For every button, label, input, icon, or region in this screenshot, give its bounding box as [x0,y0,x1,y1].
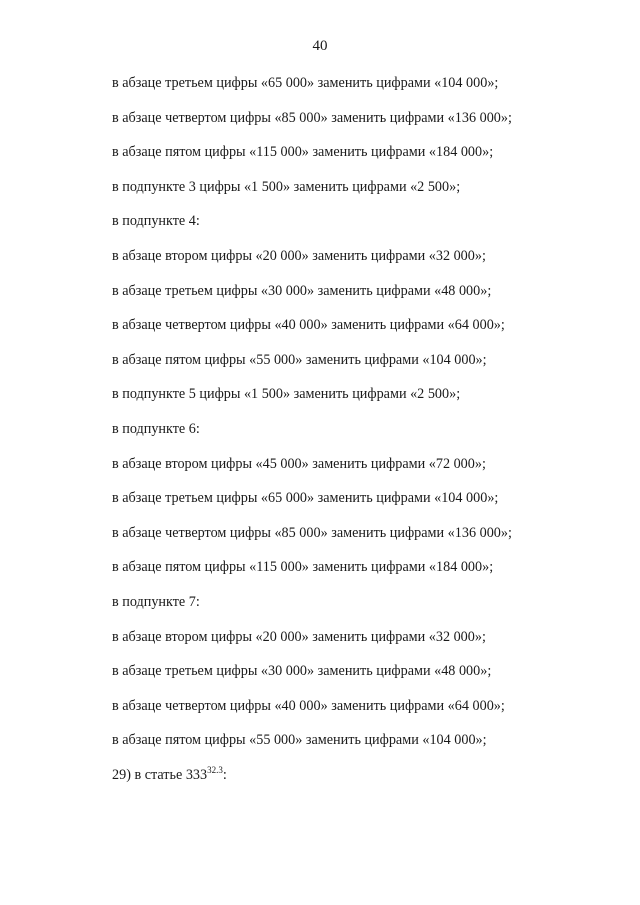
text-line: в абзаце пятом цифры «115 000» заменить цифрами «184 000»; [112,144,494,161]
text-line: в абзаце втором цифры «20 000» заменить цифрами «32 000»; [112,247,486,264]
text-line: в абзаце втором цифры «20 000» заменить цифрами «32 000»; [112,628,486,645]
text-line: в абзаце третьем цифры «30 000» заменить цифрами «48 000»; [112,663,492,680]
text-line: в абзаце втором цифры «45 000» заменить цифрами «72 000»; [112,455,486,472]
text-line: в подпункте 7: [112,593,200,610]
article-number-superscript: 32.3 [207,764,223,775]
text-line: в подпункте 3 цифры «1 500» заменить цифрами «2 500»; [112,178,461,195]
text-line: в абзаце третьем цифры «65 000» заменить цифрами «104 000»; [112,490,499,507]
text-line: в абзаце четвертом цифры «40 000» заменить цифрами «64 000»; [112,697,505,714]
text-line: в абзаце пятом цифры «55 000» заменить цифрами «104 000»; [112,351,487,368]
article-heading-suffix: : [222,766,227,783]
text-line: в абзаце пятом цифры «55 000» заменить цифрами «104 000»; [112,732,487,749]
text-line: в абзаце четвертом цифры «85 000» заменить цифрами «136 000»; [112,524,512,541]
text-line: в подпункте 5 цифры «1 500» заменить цифрами «2 500»; [112,386,461,403]
text-line: в подпункте 4: [112,213,200,230]
document-body [112,74,612,800]
text-line: в абзаце третьем цифры «30 000» заменить цифрами «48 000»; [112,282,492,299]
text-line: в абзаце четвертом цифры «40 000» заменить цифрами «64 000»; [112,317,505,334]
text-line: в подпункте 6: [112,420,200,437]
text-line: в абзаце третьем цифры «65 000» заменить цифрами «104 000»; [112,75,499,91]
text-line: в абзаце пятом цифры «115 000» заменить цифрами «184 000»; [112,559,494,576]
article-heading-line [112,766,612,801]
text-line: в абзаце четвертом цифры «85 000» заменить цифрами «136 000»; [112,109,512,126]
page-number: 40 [312,38,328,54]
article-heading-prefix: 29) в статье 333 [112,766,208,783]
